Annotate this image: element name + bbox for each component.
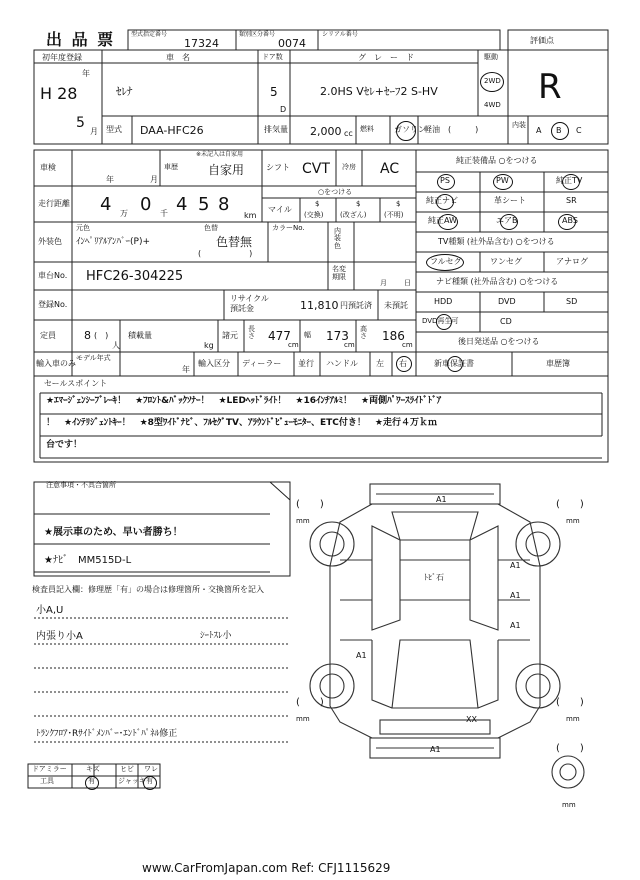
handle-label: ハンドル <box>326 359 358 368</box>
equip-pw-circle <box>493 174 513 190</box>
tire-rr-mm: mm <box>566 715 580 723</box>
mileage-opt1b: (交換) <box>304 211 324 219</box>
original-color-value: ｲﾝﾍﾟﾘｱﾙｱﾝﾊﾞｰ(P)+ <box>76 237 150 247</box>
tv-fullseg: フルセグ <box>430 257 462 266</box>
drive-label: 駆動 <box>484 53 498 61</box>
interior-label: 内装 <box>512 121 526 129</box>
equip-ps: PS <box>440 176 450 185</box>
damage-mark-rear: A1 <box>430 745 441 754</box>
equip-ps-circle <box>437 174 455 190</box>
car-name-value: ｾﾚﾅ <box>116 85 133 98</box>
tv-title: TV種類 (社外品含む) ○をつける <box>438 237 555 246</box>
tire-rl-paren: ( ) <box>296 697 324 708</box>
model-no-value: 17324 <box>184 37 219 50</box>
model-no-label: 型式指定番号 <box>131 31 168 38</box>
shift-label: シフト <box>266 163 290 172</box>
acc-tools-circle <box>85 776 99 790</box>
original-color-label: 元色 <box>76 224 90 232</box>
first-reg-month: 5 <box>76 115 85 131</box>
displacement-label: 排気量 <box>264 125 288 134</box>
registration-label: 登録No. <box>38 300 68 309</box>
import-year: 年 <box>182 365 190 374</box>
tire-fl-paren: ( ) <box>296 499 324 510</box>
interior-color-label: 内装色 <box>334 227 341 250</box>
fuel-diesel: 軽油 <box>424 125 440 134</box>
form-title: 出 品 票 <box>46 30 116 49</box>
score-value: R <box>538 67 562 107</box>
capacity-value: 8 <box>84 329 91 342</box>
damage-mark-right-mid: A1 <box>510 591 521 600</box>
doors-label: ドア数 <box>262 53 283 61</box>
color-paren: ( ) <box>198 249 253 258</box>
tire-spare-paren: ( ) <box>556 743 584 754</box>
nav-hdd: HDD <box>434 297 453 306</box>
fuel-gasoline-circle <box>396 121 416 141</box>
equip-tv: 純正TV <box>556 176 583 185</box>
first-reg-year: H 28 <box>40 84 78 103</box>
tire-fl-mm: mm <box>296 517 310 525</box>
mileage-label: 走行距離 <box>38 199 70 208</box>
sales-line-3: 台です！ <box>46 440 83 450</box>
inspector-line-2a: 内張り小A <box>36 631 83 642</box>
displacement-value: 2,000 <box>310 125 342 138</box>
handle-right-circle <box>396 356 412 372</box>
fuel-other: ( ) <box>448 125 479 134</box>
fuel-gasoline: ガソリン <box>394 125 426 134</box>
sales-line-2: ！ ★ｲﾝﾃﾘｼﾞｪﾝﾄｷｰ！ ★8型ﾜｲﾄﾞﾅﾋﾞ、ﾌﾙｾｸﾞTV、ｱﾗｳﾝﾄﾞﾋﾞｭｰﾓﾆﾀｰ、ETC付き！ ★走行４万ｋｍ <box>46 418 437 428</box>
model-year-label: モデル年式 <box>76 354 111 362</box>
length-value: 477 <box>268 329 291 343</box>
mileage-man: 万 <box>120 209 128 218</box>
interior-a: A <box>536 126 542 135</box>
width-value: 173 <box>326 329 349 343</box>
serial-label: シリアル番号 <box>322 31 358 38</box>
acc-mirror: ドアミラー <box>32 765 67 773</box>
grade-value: 2.0HS Vｾﾚ+ｾｰﾌ2 S-HV <box>320 85 438 98</box>
usage-value: 自家用 <box>208 163 245 177</box>
nav-dvd: DVD <box>498 297 516 306</box>
mileage-digit-2: 0 <box>140 194 152 215</box>
first-reg-month-suffix: 月 <box>90 127 98 136</box>
dims-label: 諸元 <box>222 331 238 340</box>
acc-crack: ヒビ <box>120 765 134 773</box>
acc-jack: ジャッキ <box>118 777 146 785</box>
mileage-opt1: $ <box>315 200 320 208</box>
handle-right: 右 <box>399 359 407 368</box>
mileage-digit-4: 5 <box>198 194 210 215</box>
inspector-line-2b: ｼｰﾄｽﾚ小 <box>200 631 232 641</box>
shaken-label: 車検 <box>40 163 56 172</box>
model-label: 型式 <box>106 125 122 134</box>
tire-rl-mm: mm <box>296 715 310 723</box>
chassis-label: 車台No. <box>38 271 68 280</box>
car-diagram <box>310 484 584 788</box>
ac-value: AC <box>380 161 400 177</box>
later-warranty: 新車保証書 <box>434 359 474 368</box>
exterior-color-label: 外装色 <box>38 237 62 246</box>
usage-note: ※未記入は自家用 <box>196 151 244 158</box>
tv-oneseg: ワンセグ <box>490 257 522 266</box>
height-cm: cm <box>402 341 413 349</box>
doors-value: 5 <box>270 85 278 99</box>
model-value: DAA-HFC26 <box>140 124 204 137</box>
width-label: 幅 <box>304 331 311 339</box>
tire-fr-mm: mm <box>566 517 580 525</box>
usage-label: 車歴 <box>164 163 178 171</box>
height-value: 186 <box>382 329 405 343</box>
color-change-value: 色替無 <box>216 235 253 249</box>
name-change-label: 名変期限 <box>332 265 346 281</box>
name-change-day: 日 <box>404 279 411 287</box>
notes-line-1: ★展示車のため、早い者勝ち！ <box>44 527 183 538</box>
name-change-month: 月 <box>380 279 387 287</box>
shaken-month: 月 <box>150 175 158 184</box>
damage-mark-right-front: A1 <box>510 561 521 570</box>
notes-label: 注意事項・不具合箇所 <box>46 481 116 489</box>
acc-jack-yes: 有 <box>146 777 153 785</box>
door-type: D <box>280 105 287 114</box>
acc-scratch: キズ <box>86 765 100 773</box>
tv-analog: アナログ <box>556 257 588 266</box>
mileage-km: km <box>244 211 257 220</box>
mileage-sen: 千 <box>160 209 168 218</box>
acc-jack-circle <box>143 776 157 790</box>
import-dealer: ディーラー <box>242 359 282 368</box>
equip-pw: PW <box>496 176 509 185</box>
drive-4wd: 4WD <box>484 101 501 109</box>
capacity-label: 定員 <box>40 331 56 340</box>
mileage-digit-5: 8 <box>218 194 230 215</box>
nav-title: ナビ種類 (社外品含む) ○をつける <box>436 277 559 286</box>
fuel-label: 燃料 <box>360 125 374 133</box>
width-cm: cm <box>344 341 355 349</box>
first-reg-year-suffix: 年 <box>82 69 90 78</box>
cc-unit: cc <box>344 129 353 138</box>
tv-fullseg-circle <box>426 254 464 271</box>
ac-label: 冷房 <box>342 163 356 171</box>
load-kg: kg <box>204 341 214 350</box>
inspector-line-3: ﾄﾗﾝｸﾌﾛｱ･Rｻｲﾄﾞﾒﾝﾊﾞｰ･ｴﾝﾄﾞﾊﾟﾈﾙ修正 <box>36 729 178 739</box>
equip-airbag: エアB <box>496 216 518 225</box>
load-label: 積載量 <box>128 331 152 340</box>
import-category-label: 輸入区分 <box>198 359 230 368</box>
mileage-digit-1: 4 <box>100 194 112 215</box>
equip-tv-circle <box>562 174 580 190</box>
nav-dvd-play: DVD再生可 <box>422 317 459 325</box>
nav-cd: CD <box>500 317 512 326</box>
recycle-unpaid: 未預託 <box>384 301 408 310</box>
sales-line-1: ★ｴﾏｰｼﾞｪﾝｼｰﾌﾞﾚｰｷ！ ★ﾌﾛﾝﾄ&ﾊﾞｯｸｿﾅｰ！ ★LEDﾍｯﾄﾞﾗｲﾄ！ ★16ｲﾝﾁｱﾙﾐ！ ★両側ﾊﾟﾜｰｽﾗｲﾄﾞﾄﾞｱ <box>46 396 442 406</box>
equip-sr: SR <box>566 196 577 205</box>
footer-reference: www.CarFromJapan.com Ref: CFJ1115629 <box>142 861 391 875</box>
acc-tools: 工具 <box>40 777 54 785</box>
mileage-mile: マイル <box>268 205 292 214</box>
acc-tools-yes: 有 <box>88 777 95 785</box>
nav-dvd-play-circle <box>436 314 452 330</box>
sales-label: セールスポイント <box>44 379 108 388</box>
damage-mark-trunk: XX <box>466 715 477 724</box>
chassis-value: HFC26-304225 <box>86 269 184 284</box>
height-label: 高さ <box>360 325 367 341</box>
score-label: 評価点 <box>530 36 554 45</box>
damage-mark-left-rear: A1 <box>356 651 367 660</box>
nav-sd: SD <box>566 297 578 306</box>
damage-mark-right-rear: A1 <box>510 621 521 630</box>
tire-fr-paren: ( ) <box>556 499 584 510</box>
shift-value: CVT <box>302 161 330 177</box>
inspector-line-1: 小A,U <box>36 605 64 616</box>
damage-mark-front: A1 <box>436 495 447 504</box>
capacity-paren: ( ) <box>94 331 109 340</box>
recycle-label: リサイクル預託金 <box>230 294 269 313</box>
import-parallel: 並行 <box>298 359 314 368</box>
mileage-opt2: $ <box>356 200 361 208</box>
equip-abs-circle <box>558 214 576 230</box>
handle-left: 左 <box>376 359 384 368</box>
interior-b: B <box>556 126 562 135</box>
drive-2wd-circle <box>480 72 504 92</box>
grade-label: グ レ ー ド <box>358 53 414 62</box>
tire-spare-mm: mm <box>562 801 576 809</box>
drive-2wd: 2WD <box>484 77 501 85</box>
recycle-amount: 11,810 <box>300 299 339 312</box>
capacity-persons: 人 <box>112 341 120 350</box>
notes-line-2: ★ﾅﾋﾞ MM515D-L <box>44 555 132 566</box>
equip-abs: ABS <box>562 216 578 225</box>
color-no-label: カラーNo. <box>272 224 305 232</box>
equip-navi-circle <box>436 194 454 210</box>
equip-navi: 純正ナビ <box>426 196 458 205</box>
class-no-label: 類別区分番号 <box>239 31 276 38</box>
later-history: 車歴簿 <box>546 359 570 368</box>
acc-broken: ワレ <box>144 765 158 773</box>
equip-leather: 革シート <box>494 196 526 205</box>
mileage-opt3: $ <box>396 200 401 208</box>
equipment-title: 純正装備品 ○をつける <box>456 156 538 165</box>
class-no-value: 0074 <box>278 37 306 50</box>
color-change-label: 色替 <box>204 224 218 232</box>
damage-mark-chip: ﾄﾋﾞ石 <box>424 573 444 582</box>
inspector-label: 検査員記入欄：修理歴「有」の場合は修理箇所・交換箇所を記入 <box>32 585 264 594</box>
later-title: 後日発送品 ○をつける <box>458 337 540 346</box>
mileage-circle-note: ○をつける <box>318 188 353 196</box>
equip-airbag-circle <box>500 214 518 230</box>
mileage-opt2b: (改ざん) <box>340 211 367 219</box>
length-cm: cm <box>288 341 299 349</box>
mileage-opt3b: (不明) <box>384 211 404 219</box>
tire-rr-paren: ( ) <box>556 697 584 708</box>
later-warranty-circle <box>447 356 463 372</box>
equip-aw-circle <box>438 214 458 230</box>
recycle-status: 円預託済 <box>340 301 372 310</box>
mileage-digit-3: 4 <box>176 194 188 215</box>
shaken-year: 年 <box>106 175 114 184</box>
length-label: 長さ <box>248 325 255 341</box>
interior-b-circle <box>551 122 569 140</box>
interior-c: C <box>576 126 582 135</box>
import-label: 輸入車のみ <box>36 359 76 368</box>
car-name-label: 車 名 <box>166 53 190 62</box>
first-reg-label: 初年度登録 <box>42 53 82 62</box>
equip-aw: 純正AW <box>428 216 457 225</box>
